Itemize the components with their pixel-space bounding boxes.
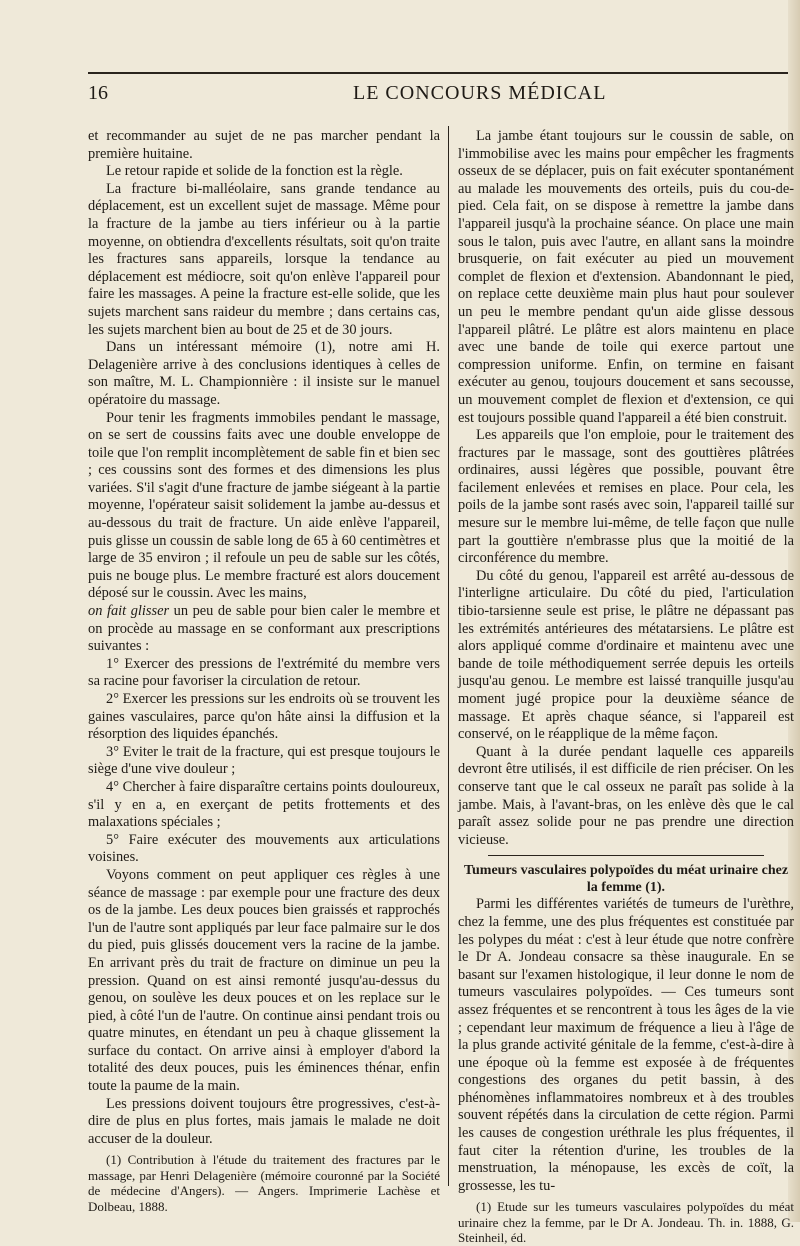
rule-item: 4° Chercher à faire disparaître certains points douloureux, s'il y en a, en exerçant de petits frottements et des malaxations spéciales ; [88, 778, 440, 831]
rule-item: 3° Eviter le trait de la fracture, qui est presque toujours le siège d'une vive douleur ; [88, 743, 440, 778]
paragraph-text: un peu de sable pour bien caler le membre et on procède au massage en se conformant aux prescriptions suivantes : [88, 603, 440, 655]
paragraph: Pour tenir les fragments immobiles pendant le massage, on se sert de coussins faits avec une double enveloppe de toile que l'on remplit incomplètement de sable fin et bien sec ; ces coussins sont des formes et des dimensions les plus variées. S'il s'agit d'une fracture de jambe siégeant à la partie moyenne, l'opérateur saisit solidement la jambe au-dessus et au-dessous du trait de fracture. Un aide enlève l'appareil, puis glisse un coussin de sable long de 65 à 60 centimètres et large de 35 environ ; il refoule un peu de sable sur les côtés, puis ne bouge plus. Le membre fracturé est alors doucement déposé sur le coussin. Avec les mains, [88, 409, 440, 602]
footnote: (1) Etude sur les tumeurs vasculaires polypoïdes du méat urinaire chez la femme, par le Dr A. Jondeau. Th. in. 1888, G. Steinheil, éd. [458, 1199, 794, 1246]
header-rule [88, 72, 788, 74]
paragraph: Quant à la durée pendant laquelle ces appareils devront être utilisés, il est difficile de rien préciser. On les conserve tant que le cal osseux ne paraît pas solide à la jambe. Mais, à l'avant-bras, on les enlève dès que le cal paraît assez solide pour ne pas prendre une direction vicieuse. [458, 743, 794, 848]
right-column [458, 128, 794, 1246]
journal-title: LE CONCOURS MÉDICAL [353, 82, 607, 104]
paragraph: Les appareils que l'on emploie, pour le traitement des fractures par le massage, sont des gouttières plâtrées ordinaires, aussi légères que possible, pouvant être facilement enlevées et remises en place. Pour cela, les poils de la jambe sont rasés avec soin, l'appareil taillé sur mesure sur le membre lui-même, de telle façon que nulle part la gouttière n'embrasse plus que la moitié de la circonférence du membre. [458, 427, 794, 567]
left-column [88, 128, 440, 1214]
column-divider [448, 126, 449, 1186]
paragraph: La jambe étant toujours sur le coussin de sable, on l'immobilise avec les mains pour empêcher les fragments osseux de se déplacer, puis on fait exécuter spontanément au malade les mouvements des orteils, puis du cou-de-pied. Cela fait, on se dispose à remettre la jambe dans l'appareil jusqu'à la prochaine séance. On place une main sous le talon, puis avec l'autre, en allant sans la moindre brusquerie, on fait exécuter au pied un mouvement complet de flexion et d'extension. Abandonnant le pied, on replace cette deuxième main plus haut pour soulever un peu le membre pendant qu'un aide glisse dessous l'appareil plâtré. Le plâtre est alors maintenu en place avec une bande de toile qui exerce partout une compression uniforme. Enfin, on termine en faisant exécuter au genou, toujours doucement et sans secousse, un mouvement complet de flexion et d'extension, ce qui est toujours possible quand l'appareil a été bien construit. [458, 128, 794, 426]
paragraph: Le retour rapide et solide de la fonction est la règle. [106, 163, 403, 180]
paragraph: Voyons comment on peut appliquer ces règles à une séance de massage : par exemple pour une fracture des deux os de la jambe. Les deux pouces bien graissés et rapprochés l'un de l'autre sont appliqués par leur face palmaire sur le dos du pied, puis glissés doucement vers la racine de la jambe. En arrivant près du trait de fracture on diminue un peu la pression. Quand on est ainsi remonté jusqu'au-dessus du genou, on soulève les deux pouces et on les replace sur le pied, à côté l'un de l'autre. On continue ainsi pendant trois ou quatre minutes, en étendant un peu à chaque glissement la surface du contact. On arrive ainsi à employer d'abord la totalité des deux pouces, puis les éminences thénar, enfin toute la paume de la main. [88, 866, 440, 1095]
rule-item: 2° Exercer les pressions sur les endroits où se trouvent les gaines vasculaires, parce qu'on hâte ainsi la diffusion et la résorption des liquides épanchés. [88, 691, 440, 743]
footnote: (1) Contribution à l'étude du traitement des fractures par le massage, par Henri Delagenière (mémoire couronné par la Société de médecine d'Angers). — Angers. Imprimerie Lachèse et Dolbeau, 1888. [88, 1152, 440, 1214]
paragraph-continued [88, 603, 440, 656]
paragraph: Dans un intéressant mémoire (1), notre ami H. Delagenière arrive à des conclusions identiques à celles de son maître, M. L. Championnière : il insiste sur le manuel opératoire du massage. [88, 339, 440, 408]
page-header [88, 82, 788, 114]
section-divider [488, 855, 764, 856]
rule-item: 1° Exercer des pressions de l'extrémité du membre vers sa racine pour favoriser la circulation de retour. [88, 655, 440, 690]
italic-phrase: on fait glisser [88, 603, 170, 620]
paragraph: Parmi les différentes variétés de tumeurs de l'urèthre, chez la femme, une des plus fréquentes est constituée par les polypes du méat : c'est à leur étude que notre confrère le Dr A. Jondeau consacre sa thèse inaugurale. En se basant sur l'examen histologique, il leur donne le nom de tumeurs vasculaires polypoïdes. — Ces tumeurs sont assez fréquentes et se rencontrent à tous les âges de la vie ; cependant leur maximum de fréquence a lieu à l'âge de la plus grande activité génitale de la femme, c'est-à-dire à une époque où la femme est exposée à de fréquentes congestions des organes du petit bassin, à des phénomènes inflammatoires nombreux et à des troubles souvent répétés dans la circulation de cette région. Parmi les causes de congestion uréthrale les plus fréquentes, il faut citer la rétention d'urine, les troubles de la menstruation, la ménopause, les excès de coït, la grossesse, les tu- [458, 896, 794, 1194]
section-title: Tumeurs vasculaires polypoïdes du méat urinaire chez la femme (1). [463, 863, 789, 896]
paragraph: Les pressions doivent toujours être progressives, c'est-à-dire de plus en plus fortes, mais jamais le malade ne doit accuser de la douleur. [88, 1095, 440, 1147]
paragraph: La fracture bi-malléolaire, sans grande tendance au déplacement, est un excellent sujet de massage. Même pour la fracture de la jambe au tiers inférieur ou à la partie moyenne, on obtiendra d'excellents résultats, soit qu'on traite les fractures sans appareils, lorsque la tendance au déplacement est médiocre, soit qu'on enlève l'appareil pour faire les massages. A peine la fracture est-elle solide, que les sujets marchent sans raideur du membre ; dans certains cas, les sujets marchent bien au bout de 25 et de 30 jours. [88, 180, 440, 338]
paragraph: Du côté du genou, l'appareil est arrêté au-dessous de l'interligne articulaire. Du côté du pied, l'articulation tibio-tarsienne seule est prise, le plâtre ne dépassant pas les extrémités antérieures des métatarsiens. Le plâtre est alors appliqué comme d'ordinaire et maintenu avec une bande de toile méthodiquement serrée depuis les orteils jusqu'au genou. Le membre est laissé tranquille jusqu'au moment jugé propice pour la deuxième séance de massage. Et après chaque séance, si l'appareil est conservé, on le réapplique de la même façon. [458, 567, 794, 743]
page-number: 16 [88, 82, 108, 104]
paragraph: et recommander au sujet de ne pas marcher pendant la première huitaine. [88, 128, 440, 162]
rule-item: 5° Faire exécuter des mouvements aux articulations voisines. [88, 831, 440, 866]
